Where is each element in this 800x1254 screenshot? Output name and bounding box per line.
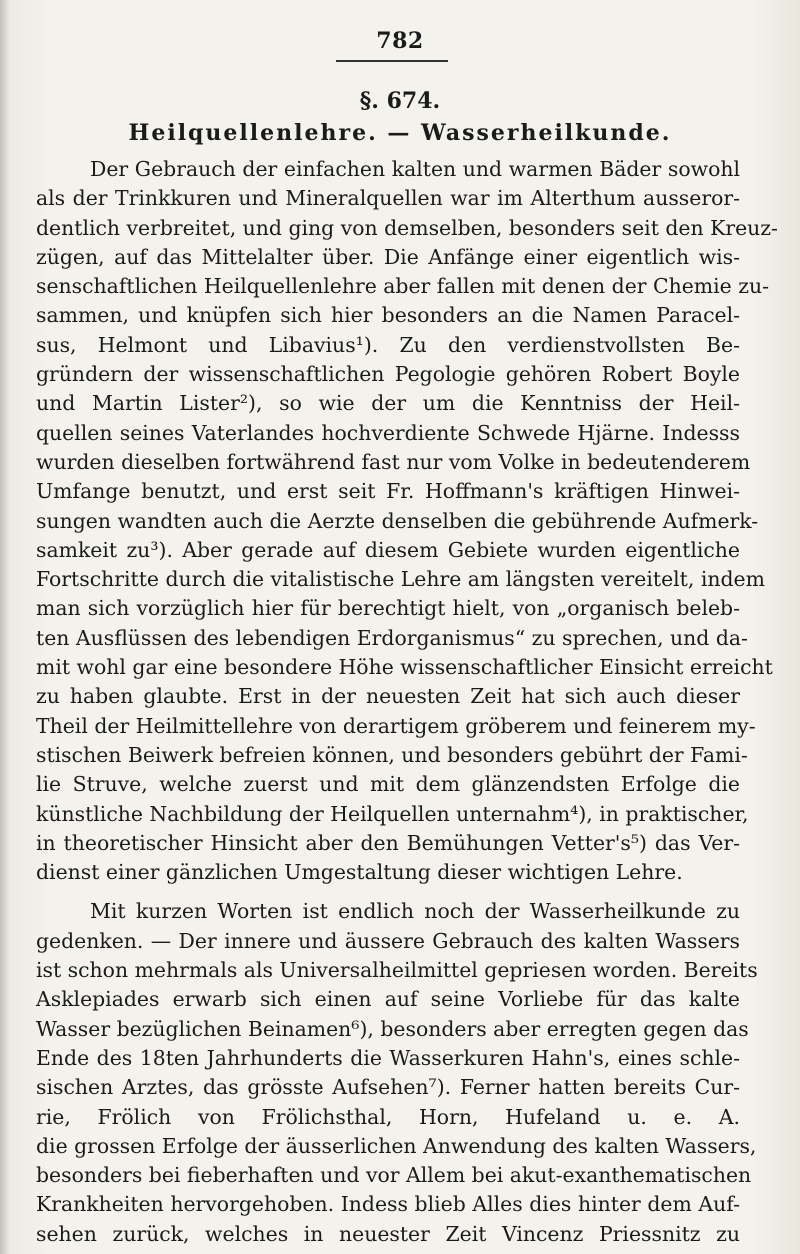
paragraph-1 (36, 155, 778, 887)
text-line: und Martin Lister²), so wie der um die Kenntniss der Heil- (36, 391, 740, 416)
text-line: Fortschritte durch die vitalistische Lehre am längsten vereitelt, indem (36, 567, 765, 592)
text-line: zügen, auf das Mittelalter über. Die Anfänge einer eigentlich wis- (36, 244, 740, 269)
text-line: dentlich verbreitet, und ging von demselben, besonders seit den Kreuz- (36, 215, 778, 240)
text-line: künstliche Nachbildung der Heilquellen unternahm⁴), in praktischer, (36, 801, 749, 826)
text-line: ten Ausflüssen des lebendigen Erdorganismus“ zu sprechen, und da- (36, 625, 748, 650)
text-line: quellen seines Vaterlandes hochverdiente Schwede Hjärne. Indesss (36, 420, 740, 445)
text-line: Ende des 18ten Jahrhunderts die Wasserkuren Hahn's, eines schle- (36, 1045, 740, 1070)
text-line: ist schon mehrmals als Universalheilmittel gepriesen worden. Bereits (36, 958, 758, 983)
text-line: gedenken. — Der innere und äussere Gebrauch des kalten Wassers (36, 928, 740, 953)
text-line: samkeit zu³). Aber gerade auf diesem Gebiete wurden eigentliche (36, 537, 740, 562)
text-line: Asklepiades erwarb sich einen auf seine Vorliebe für das kalte (36, 987, 740, 1012)
text-line: zu haben glaubte. Erst in der neuesten Zeit hat sich auch dieser (36, 684, 740, 709)
text-line: als der Trinkkuren und Mineralquellen war im Alterthum ausseror- (36, 186, 740, 211)
section-title: Heilquellenlehre. — Wasserheilkunde. (128, 120, 672, 146)
text-line: besonders bei fieberhaften und vor Allem bei akut-exanthematischen (36, 1163, 752, 1188)
text-line: Mit kurzen Worten ist endlich noch der Wasserheilkunde zu (90, 899, 740, 924)
text-line: Umfange benutzt, und erst seit Fr. Hoffmann's kräftigen Hinwei- (36, 479, 740, 504)
text-line: sungen wandten auch die Aerzte denselben die gebührende Aufmerk- (36, 508, 759, 533)
text-line: lie Struve, welche zuerst und mit dem glänzendsten Erfolge die (36, 772, 740, 797)
text-line: sehen zurück, welches in neuester Zeit Vincenz Priessnitz zu (36, 1221, 740, 1246)
text-line: stischen Beiwerk befreien können, und besonders gebührt der Fami- (36, 742, 748, 767)
text-line: wurden dieselben fortwährend fast nur vom Volke in bedeutenderem (36, 449, 751, 474)
text-line: mit wohl gar eine besondere Höhe wissenschaftlicher Einsicht erreicht (36, 655, 773, 680)
text-line: die grossen Erfolge der äusserlichen Anwendung des kalten Wassers, (36, 1133, 757, 1158)
text-line: sischen Arztes, das grösste Aufsehen⁷). Ferner hatten bereits Cur- (36, 1075, 740, 1100)
page-edge-shadow (0, 0, 10, 1254)
text-line: sammen, und knüpfen sich hier besonders an die Namen Paracel- (36, 303, 740, 328)
text-line: rie, Frölich von Frölichsthal, Horn, Hufeland u. e. A. (36, 1104, 740, 1129)
text-line: Krankheiten hervorgehoben. Indess blieb Alles dies hinter dem Auf- (36, 1192, 740, 1217)
body-text (36, 155, 778, 1249)
section-number: §. 674. (359, 88, 441, 114)
text-line: gründern der wissenschaftlichen Pegologie gehören Robert Boyle (36, 362, 740, 387)
paragraph-2 (36, 897, 758, 1249)
text-line: sus, Helmont und Libavius¹). Zu den verdienstvollsten Be- (36, 332, 740, 357)
text-line: senschaftlichen Heilquellenlehre aber fallen mit denen der Chemie zu- (36, 274, 769, 299)
paragraph-gap (36, 887, 740, 897)
text-line: dienst einer gänzlichen Umgestaltung dieser wichtigen Lehre. (36, 860, 683, 885)
text-line: Theil der Heilmittellehre von derartigem gröberem und feinerem my- (36, 713, 756, 738)
text-line: Der Gebrauch der einfachen kalten und warmen Bäder sowohl (90, 157, 740, 181)
header-rule (336, 60, 448, 62)
text-line: man sich vorzüglich hier für berechtigt hielt, von „organisch beleb- (36, 596, 740, 621)
page-number: 782 (376, 28, 424, 54)
text-line: Wasser bezüglichen Beinamen⁶), besonders aber erregten gegen das (36, 1016, 749, 1041)
text-line: in theoretischer Hinsicht aber den Bemühungen Vetter's⁵) das Ver- (36, 830, 740, 855)
